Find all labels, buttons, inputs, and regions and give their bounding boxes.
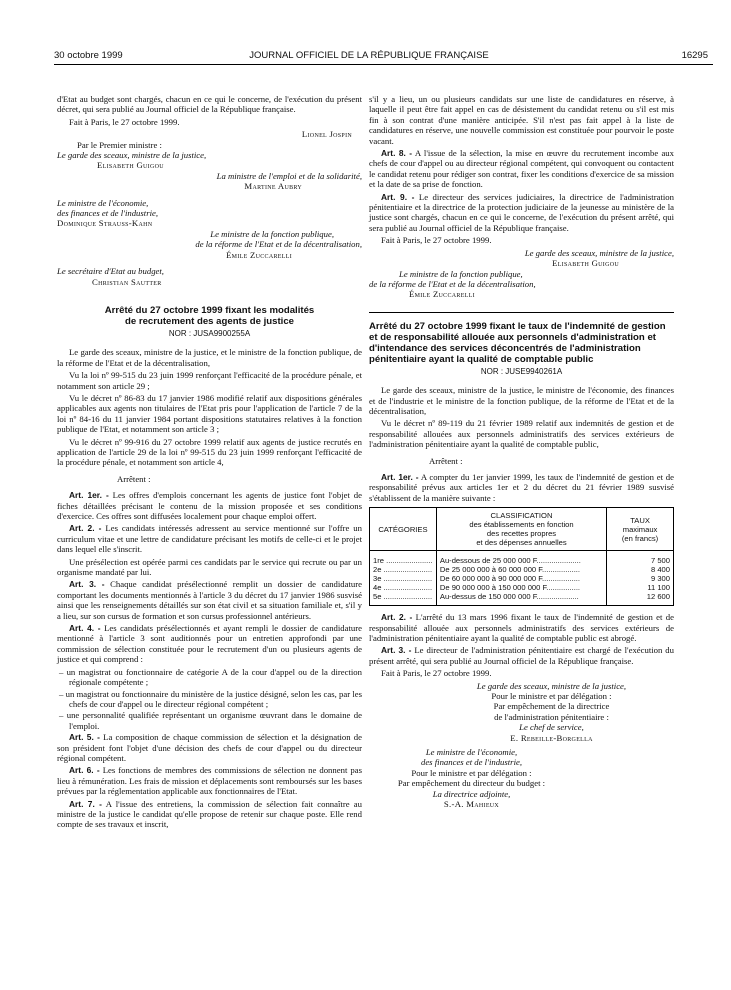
section-separator	[369, 312, 674, 313]
signature-title: Le garde des sceaux, ministre de la justice,	[524, 247, 674, 258]
list-item: – un magistrat ou fonctionnaire du ministère de la justice désigné, selon les cas, par les chefs de cour d'appel ou le directeur régional compétent ;	[59, 688, 362, 709]
signature-line: Pour le ministre et par délégation :	[491, 691, 612, 702]
article-9: Art. 9. - Le directeur des services judiciaires, la directrice de l'administration pénitentiaire et la directrice de la protection judiciaire de la jeunesse au ministère de la justice sont chargés, chacun en ce qui le concerne, de l'exécution du présent arrêté, qui sera publié au Journal officiel de la République française.	[369, 191, 674, 233]
nor-reference: NOR : JUSE9940261A	[480, 366, 563, 376]
table-row	[370, 565, 674, 574]
header-date: 30 octobre 1999	[54, 50, 123, 61]
signature-name: Christian Sautter	[92, 276, 162, 287]
table-header: CATÉGORIES	[370, 508, 437, 551]
signature-line: Par empêchement du directeur du budget :	[397, 778, 546, 789]
signature-title: Le chef de service,	[519, 722, 584, 733]
article-2-cont: Une présélection est opérée parmi ces candidats par le service qui recrute ou par un organisme mandaté par lui.	[57, 556, 362, 578]
arretent: Arrêtent :	[429, 455, 463, 466]
article-7: Art. 7. - A l'issue des entretiens, la commission de sélection fait connaître au ministre de la justice le candidat qu'elle propose de retenir sur chaque poste. Elle rend compte de ses travaux et inscrit,	[57, 798, 362, 830]
signature-title: des finances et de l'industrie,	[57, 208, 159, 219]
signature-name: Elisabeth Guigou	[552, 258, 619, 269]
table-header: TAUX maximaux (en francs)	[607, 508, 674, 551]
header-title: JOURNAL OFFICIEL DE LA RÉPUBLIQUE FRANÇAISE	[249, 50, 489, 61]
arretent: Arrêtent :	[117, 473, 151, 484]
signature-name: E. Rebeille-Borgella	[510, 732, 593, 743]
article-5: Art. 5. - La composition de chaque commission de sélection et la désignation de son président font l'objet d'une décision des chefs de cour d'appel ou du directeur régional compétent.	[57, 732, 363, 763]
table-cell: Au-dessus de 150 000 000 F....................	[436, 592, 606, 606]
table-cell: 4e .......................	[370, 583, 437, 592]
table-cell: De 60 000 000 à 90 000 000 F..................	[436, 574, 606, 583]
signature-line: Pour le ministre et par délégation :	[411, 767, 532, 778]
arrete-title: Arrêté du 27 octobre 1999 fixant les modalités de recrutement des agents de justice	[104, 304, 315, 327]
signature-title: La directrice adjointe,	[432, 788, 511, 799]
signature-line: Par empêchement de la directrice	[493, 701, 610, 712]
signature-title: Le garde des sceaux, ministre de la justice,	[476, 680, 627, 691]
preamble: Le garde des sceaux, ministre de la justice, et le ministre de la fonction publique, de la réforme de l'Etat et de la décentralisation,	[57, 347, 362, 368]
article-7-cont: s'il y a lieu, un ou plusieurs candidats sur une liste de candidatures en réserve, à laquelle il peut être fait appel en cas de désistement du candidat retenu ou s'il est mis fin à son contrat d'une manière anticipée. S'il n'est pas fait appel à la liste de candidatures en réserve, une nouvelle commission est constituée pour pourvoir le poste vacant.	[369, 94, 674, 146]
signature-title: Le ministre de la fonction publique,	[399, 268, 523, 279]
signer-jospin: Lionel Jospin	[301, 129, 352, 140]
visa: Vu le décret nº 99-916 du 27 octobre 1999 relatif aux agents de justice recrutés en application de l'article 29 de la loi nº 99-515 du 23 juin 1999 renforçant l'efficacité de la procédure pénale, et notamment son article 4,	[57, 436, 362, 468]
signature-name: Émile Zuccarelli	[409, 289, 475, 300]
table-header: CLASSIFICATION des établissements en fonction des recettes propres et des dépenses annuelles	[436, 508, 606, 551]
table-row	[370, 583, 674, 592]
par-premier-ministre: Par le Premier ministre :	[77, 139, 162, 150]
visa: Vu le décret nº 86-83 du 17 janvier 1986 modifié relatif aux dispositions générales applicables aux agents non titulaires de l'Etat pris pour l'application de l'article 7 de la loi nº 84-16 du 11 janvier 1984 portant dispositions statutaires relatives à la fonction publique de l'Etat, et notamment son article 3 ;	[57, 392, 362, 435]
signature-title: des finances et de l'industrie,	[420, 757, 523, 768]
signature-title: Le ministre de la fonction publique,	[210, 228, 334, 239]
table-cell: 8 400	[607, 565, 674, 574]
table-cell: 5e .......................	[370, 592, 437, 606]
right-column	[369, 94, 674, 810]
table-cell: 12 600	[607, 592, 674, 606]
table-cell: 9 300	[607, 574, 674, 583]
signature-title: Le garde des sceaux, ministre de la justice,	[57, 150, 207, 161]
article-3: Art. 3. - Le directeur de l'administration pénitentiaire est chargé de l'exécution du présent arrêté, qui sera publié au Journal officiel de la République française.	[369, 645, 674, 666]
article-2: Art. 2. - L'arrêté du 13 mars 1996 fixant le taux de l'indemnité de gestion et de responsabilité allouée aux personnels administratifs des services extérieurs de l'administration pénitentiaire ayant la qualité de comptable public est abrogé.	[369, 612, 675, 643]
list-item: – une personnalité qualifiée représentant un organisme œuvrant dans le domaine de l'emploi.	[59, 710, 362, 731]
article-2: Art. 2. - Les candidats intéressés adressent au service mentionné sur l'offre un curriculum vitae et une lettre de candidature précisant les motifs de celle-ci et le projet dans lequel elle s'inscrit.	[57, 523, 362, 555]
table-cell: 1re ......................	[370, 551, 437, 566]
signature-name: Elisabeth Guigou	[97, 160, 164, 171]
article-6: Art. 6. - Les fonctions de membres des commissions de sélection ne donnent pas lieu à rémunération. Les frais de mission et déplacements sont remboursés sur les bases prévues par la réglementation applicable aux fonctionnaires de l'Etat.	[57, 765, 362, 797]
list-item: – un magistrat ou fonctionnaire de catégorie A de la cour d'appel ou de la direction régionale compétente ;	[59, 666, 362, 688]
table-cell: 2e .......................	[370, 565, 437, 574]
article-1: Art. 1er. - Les offres d'emplois concernant les agents de justice font l'objet de fiches détaillées précisant le contenu de la mission proposée et ses conditions d'exercice. Ces offres sont diffusées localement pour chaque emploi offert.	[57, 490, 363, 521]
table-cell: De 25 000 000 à 60 000 000 F..................	[436, 565, 606, 574]
fait-line: Fait à Paris, le 27 octobre 1999.	[381, 668, 492, 679]
signature-title: Le ministre de l'économie,	[57, 197, 149, 208]
signature-name: S.-A. Mahieux	[443, 799, 500, 810]
intro-paragraph: d'Etat au budget sont chargés, chacun en ce qui le concerne, de l'exécution du présent décret, qui sera publié au Journal officiel de la République française.	[57, 94, 362, 115]
signature-name: Émile Zuccarelli	[226, 249, 292, 260]
fait-line: Fait à Paris, le 27 octobre 1999.	[381, 235, 492, 246]
preamble: Le garde des sceaux, ministre de la justice, le ministre de l'économie, des finances et de l'industrie et le ministre de la fonction publique, de la réforme de l'Etat et de la décentralisation,	[369, 385, 674, 416]
left-column	[57, 94, 362, 832]
article-1: Art. 1er. - A compter du 1er janvier 1999, les taux de l'indemnité de gestion et de responsabilité prévus aux articles 1er et 2 du décret du 21 février 1989 susvisé s'établissent de la manière suivante :	[369, 471, 674, 503]
table-cell: 7 500	[607, 551, 674, 566]
signature-title: de la réforme de l'Etat et de la décentralisation,	[369, 278, 536, 289]
table-cell: 3e .......................	[370, 574, 437, 583]
table-row	[370, 592, 674, 606]
fait-line: Fait à Paris, le 27 octobre 1999.	[69, 116, 180, 127]
table-row	[370, 574, 674, 583]
nor-reference: NOR : JUSA9900255A	[168, 328, 251, 338]
table-cell: De 90 000 000 à 150 000 000 F................	[436, 583, 606, 592]
visa: Vu la loi nº 99-515 du 23 juin 1999 renforçant l'efficacité de la procédure pénale, et notamment son article 29 ;	[57, 370, 362, 391]
article-3: Art. 3. - Chaque candidat présélectionné remplit un dossier de candidature comportant les documents mentionnés à l'article 3 du décret du 17 janvier 1986 susvisé ainsi que les renseignements détaillés sur son état civil et sa situation familiale et, s'il y a lieu, sur son cursus de formation et son cursus professionnel antérieurs.	[57, 579, 363, 621]
arrete-title: Arrêté du 27 octobre 1999 fixant le taux de l'indemnité de gestion et de responsabilité allouée aux personnels d'administration et d'intendance des services déconcentrés de l'administration pénitentiaire ayant la qualité de comptable public	[369, 320, 666, 365]
signature-title: de la réforme de l'Etat et de la décentralisation,	[195, 239, 362, 250]
article-8: Art. 8. - A l'issue de la sélection, la mise en œuvre du recrutement incombe aux chefs de cour d'appel ou au directeur régional compétent, qui convoquent ou contactent le candidat retenu pour rédiger son contrat, fixer les conditions d'exercice de sa mission et la date de sa prise de fonction.	[369, 148, 674, 190]
visa: Vu le décret nº 89-119 du 21 février 1989 relatif aux indemnités de gestion et de responsabilité allouées aux personnels administratifs des services extérieurs de l'administration pénitentiaire ayant la qualité de comptable public,	[369, 418, 674, 450]
signature-title: La ministre de l'emploi et de la solidarité,	[216, 170, 362, 181]
signature-name: Martine Aubry	[244, 181, 302, 192]
article-4: Art. 4. - Les candidats présélectionnés et ayant rempli le dossier de candidature mentionné à l'article 3 sont auditionnés pour un entretien approfondi par une commission de sélection constituée pour le recrutement d'un ou plusieurs agents de justice et qui comprend :	[57, 623, 363, 665]
rates-table	[369, 507, 674, 606]
table-row	[370, 551, 674, 566]
signature-title: Le secrétaire d'Etat au budget,	[57, 266, 164, 277]
table-cell: 11 100	[607, 583, 674, 592]
signature-name: Dominique Strauss-Kahn	[57, 218, 153, 229]
signature-line: de l'administration pénitentiaire :	[494, 711, 609, 722]
signature-title: Le ministre de l'économie,	[425, 747, 518, 758]
header-rule	[54, 64, 713, 65]
header-page-number: 16295	[681, 50, 708, 61]
page-header	[24, 50, 714, 64]
table-cell: Au-dessous de 25 000 000 F.....................	[436, 551, 606, 566]
